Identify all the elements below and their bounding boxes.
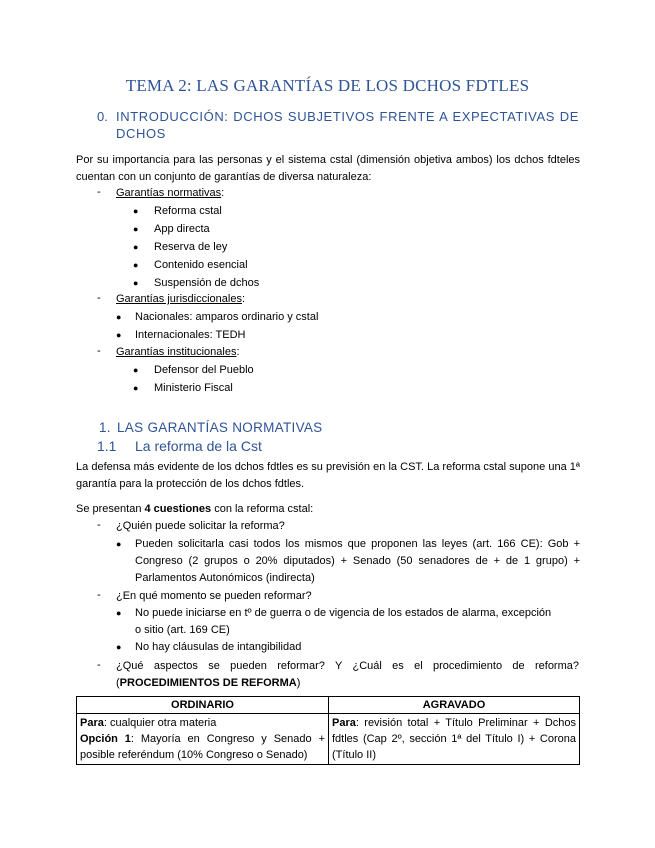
table-header-ordinario: ORDINARIO — [77, 697, 329, 714]
reform-procedures-table — [76, 696, 580, 765]
dash-marker: - — [97, 345, 101, 357]
bullet-marker: ● — [116, 642, 122, 652]
table-header-row — [77, 697, 580, 714]
list-item: Reserva de ley — [154, 241, 228, 253]
intro-paragraph: Por su importancia para las personas y el sistema cstal (dimensión objetiva ambos) los dchos fdteles cuentan con un conjunto de garantías de diversa naturaleza: — [76, 154, 580, 183]
table-cell-agravado — [329, 714, 580, 765]
list-item: Defensor del Pueblo — [154, 364, 254, 376]
intro-heading — [97, 108, 579, 142]
answer-line: No hay cláusulas de intangibilidad — [135, 641, 302, 653]
bullet-marker: ● — [133, 383, 139, 393]
bullet-marker: ● — [116, 539, 122, 549]
list-item: Contenido esencial — [154, 259, 248, 271]
list-item: Ministerio Fiscal — [154, 382, 233, 394]
bullet-marker: ● — [133, 365, 139, 375]
answer-line: No puede iniciarse en tº de guerra o de vigencia de los estados de alarma, excepción — [135, 607, 552, 619]
guarantee-group-heading: Garantías institucionales: — [116, 346, 240, 358]
bullet-marker: ● — [133, 224, 139, 234]
intro-heading-number: 0. — [97, 109, 108, 124]
table-row — [77, 714, 580, 765]
dash-marker: - — [97, 186, 101, 198]
intro-heading-text: INTRODUCCIÓN: DCHOS SUBJETIVOS FRENTE A EXPECTATIVAS DE DCHOS — [116, 109, 579, 141]
agravado-para: Para: revisión total + Título Preliminar + Dchos fdtles (Cap 2º, sección 1ª del Título I) + Corona (Título II) — [332, 717, 576, 761]
table-cell-ordinario — [77, 714, 329, 765]
list-item: Nacionales: amparos ordinario y cstal — [135, 311, 319, 323]
section-number: 1. — [99, 420, 111, 435]
list-item: Suspensión de dchos — [154, 277, 260, 289]
answer-line: Congreso (2 grupos o 20% diputados) + Senado (50 senadores de + de 1 grupo) + — [135, 555, 580, 567]
dash-marker: - — [97, 519, 101, 531]
question-3-continuation: (PROCEDIMIENTOS DE REFORMA) — [116, 677, 301, 689]
list-item: Internacionales: TEDH — [135, 329, 246, 341]
dash-marker: - — [97, 589, 101, 601]
dash-marker: - — [97, 292, 101, 304]
guarantee-group-heading: Garantías normativas: — [116, 187, 225, 199]
bullet-marker: ● — [116, 330, 122, 340]
questions-intro: Se presentan 4 cuestiones con la reforma cstal: — [76, 503, 314, 515]
subsection-title: La reforma de la Cst — [135, 438, 262, 454]
answer-line: o sitio (art. 169 CE) — [135, 624, 230, 636]
question-2: ¿En qué momento se pueden reformar? — [116, 590, 312, 602]
question-1: ¿Quién puede solicitar la reforma? — [116, 520, 285, 532]
question-3: ¿Qué aspectos se pueden reformar? Y ¿Cuál es el procedimiento de reforma? — [116, 660, 579, 672]
ordinario-opcion: Opción 1: Mayoría en Congreso y Senado + posible referéndum (10% Congreso o Senado) — [80, 733, 325, 761]
subsection-number: 1.1 — [97, 438, 117, 454]
list-item: App directa — [154, 223, 210, 235]
bullet-marker: ● — [133, 242, 139, 252]
document-title: TEMA 2: LAS GARANTÍAS DE LOS DCHOS FDTLES — [125, 76, 530, 95]
bullet-marker: ● — [133, 260, 139, 270]
ordinario-para: Para: cualquier otra materia — [80, 717, 217, 729]
answer-line: Pueden solicitarla casi todos los mismos que proponen las leyes (art. 166 CE): Gob + — [135, 538, 580, 550]
reform-paragraph: La defensa más evidente de los dchos fdtles es su previsión en la CST. La reforma cstal supone una 1ª garantía para la protección de los dchos fdtles. — [76, 461, 580, 490]
section-title: LAS GARANTÍAS NORMATIVAS — [117, 420, 323, 435]
dash-marker: - — [97, 659, 101, 671]
answer-line: Parlamentos Autonómicos (indirecta) — [135, 572, 315, 584]
list-item: Reforma cstal — [154, 205, 222, 217]
bullet-marker: ● — [116, 608, 122, 618]
bullet-marker: ● — [133, 278, 139, 288]
bullet-marker: ● — [133, 206, 139, 216]
table-header-agravado: AGRAVADO — [329, 697, 580, 714]
guarantee-group-heading: Garantías jurisdiccionales: — [116, 293, 246, 305]
bullet-marker: ● — [116, 312, 122, 322]
